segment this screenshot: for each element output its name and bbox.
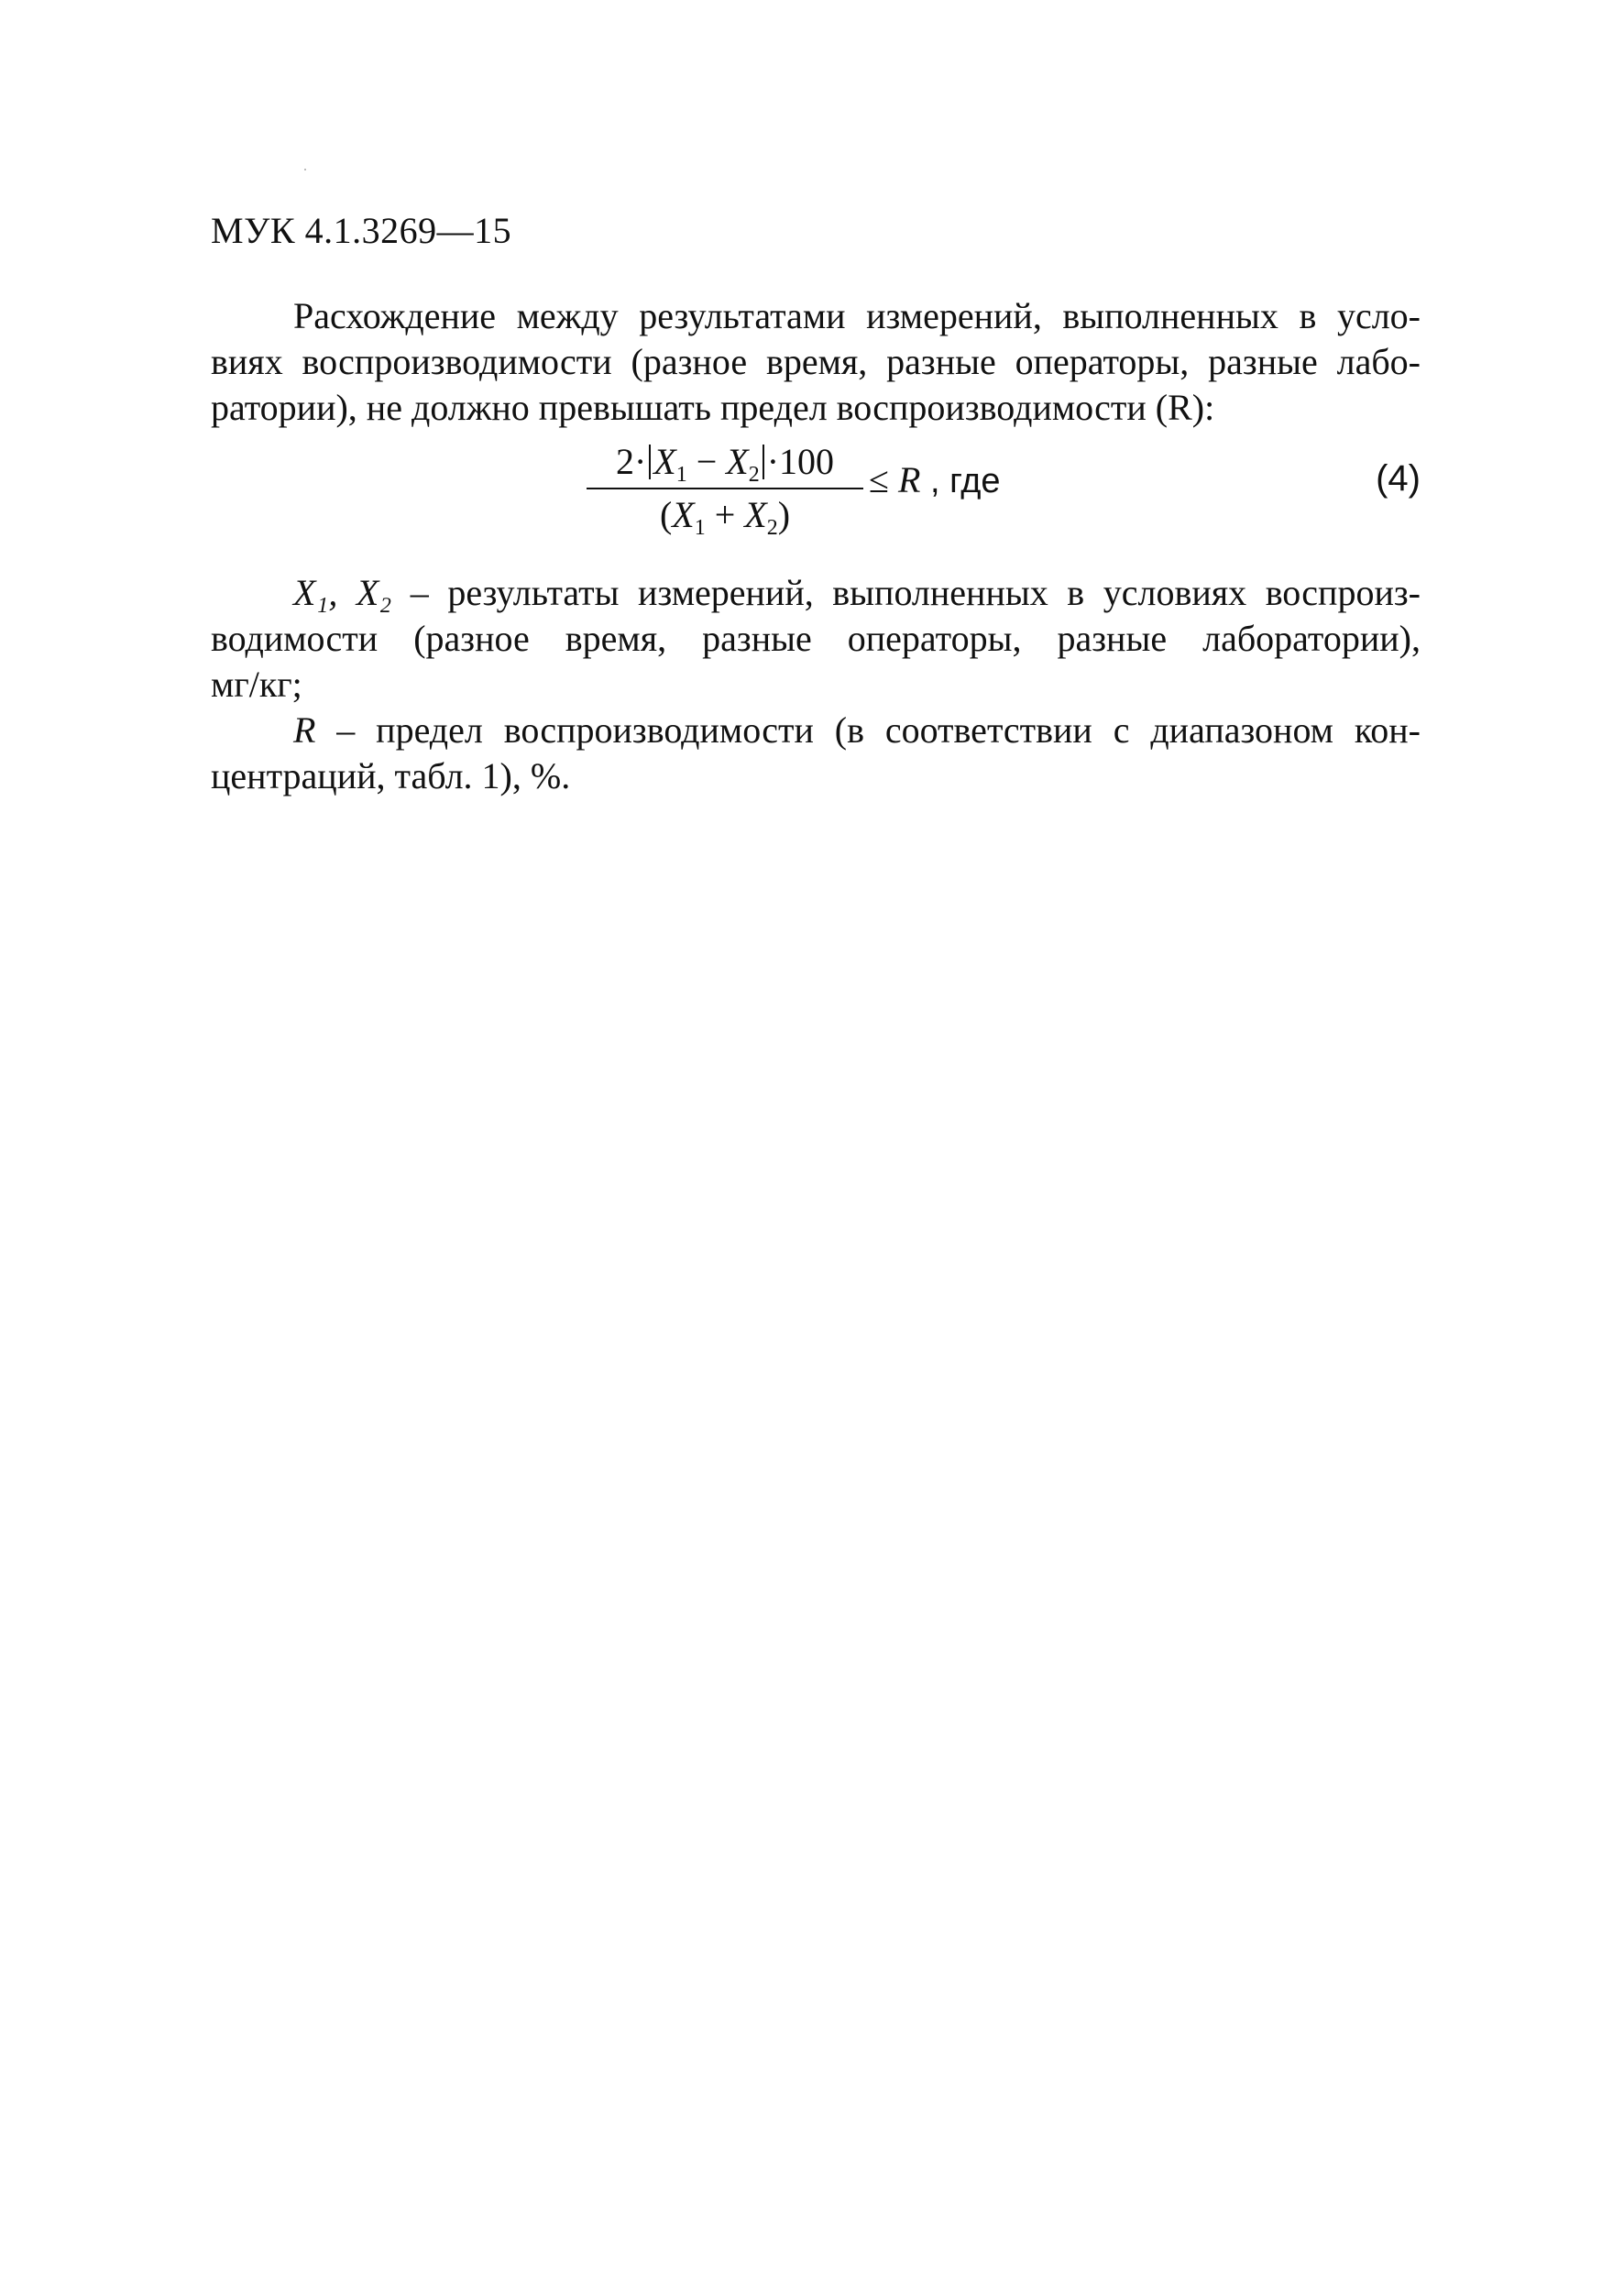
definition-text: – результаты измерений, выполненных в условиях воспроиз-: [391, 572, 1421, 613]
minus-sign: −: [686, 441, 727, 482]
definition-text: – предел воспроизводимости (в соответствии с диапазоном кон-: [315, 709, 1421, 751]
numerator-prefix: 2·: [615, 441, 647, 482]
definition-line: [211, 570, 1421, 616]
sub-1-denom: 1: [694, 516, 706, 540]
var-r: R: [897, 459, 921, 500]
paren-open: (: [659, 494, 673, 535]
formula-4: [211, 438, 1421, 548]
definition-line: мг/кг;: [211, 664, 302, 705]
formula-relation: [869, 458, 1001, 501]
abs-bar-right: [763, 445, 764, 479]
var-x2-denom: X: [744, 494, 767, 535]
numerator-suffix: ·100: [766, 441, 835, 482]
plus-sign: +: [705, 494, 745, 535]
definition-symbol: R: [293, 709, 316, 751]
definition-symbol: X₁, X₂: [293, 572, 392, 613]
definition-line: [211, 708, 1421, 753]
var-x1: X: [653, 441, 676, 482]
definition-line: центраций, табл. 1), %.: [211, 755, 571, 796]
equation-number: (4): [1376, 458, 1421, 499]
fraction-bar: [587, 488, 863, 489]
paragraph-reproducibility: [211, 293, 1421, 431]
scan-speck: [304, 169, 306, 170]
sub-2: 2: [748, 463, 760, 487]
definition-x: [211, 570, 1421, 708]
paren-close: ): [777, 494, 791, 535]
definition-r: [211, 708, 1421, 799]
formula-denominator: [587, 491, 863, 539]
var-x1-denom: X: [672, 494, 695, 535]
var-x2: X: [726, 441, 749, 482]
leq-sign: ≤: [869, 459, 898, 500]
where-word: , где: [920, 462, 1001, 500]
abs-bar-left: [649, 445, 651, 479]
sub-2-denom: 2: [766, 516, 778, 540]
formula-numerator: [587, 438, 863, 486]
document-code-header: МУК 4.1.3269—15: [211, 210, 512, 251]
sub-1: 1: [675, 463, 687, 487]
formula-fraction: [587, 438, 863, 539]
paragraph-line: ратории), не должно превышать предел воспроизводимости (R):: [211, 387, 1215, 428]
definition-line: водимости (разное время, разные операторы, разные лаборатории),: [211, 618, 1421, 659]
paragraph-line: Расхождение между результатами измерений, выполненных в усло-: [293, 295, 1421, 336]
paragraph-line: виях воспроизводимости (разное время, разные операторы, разные лабо-: [211, 341, 1421, 382]
